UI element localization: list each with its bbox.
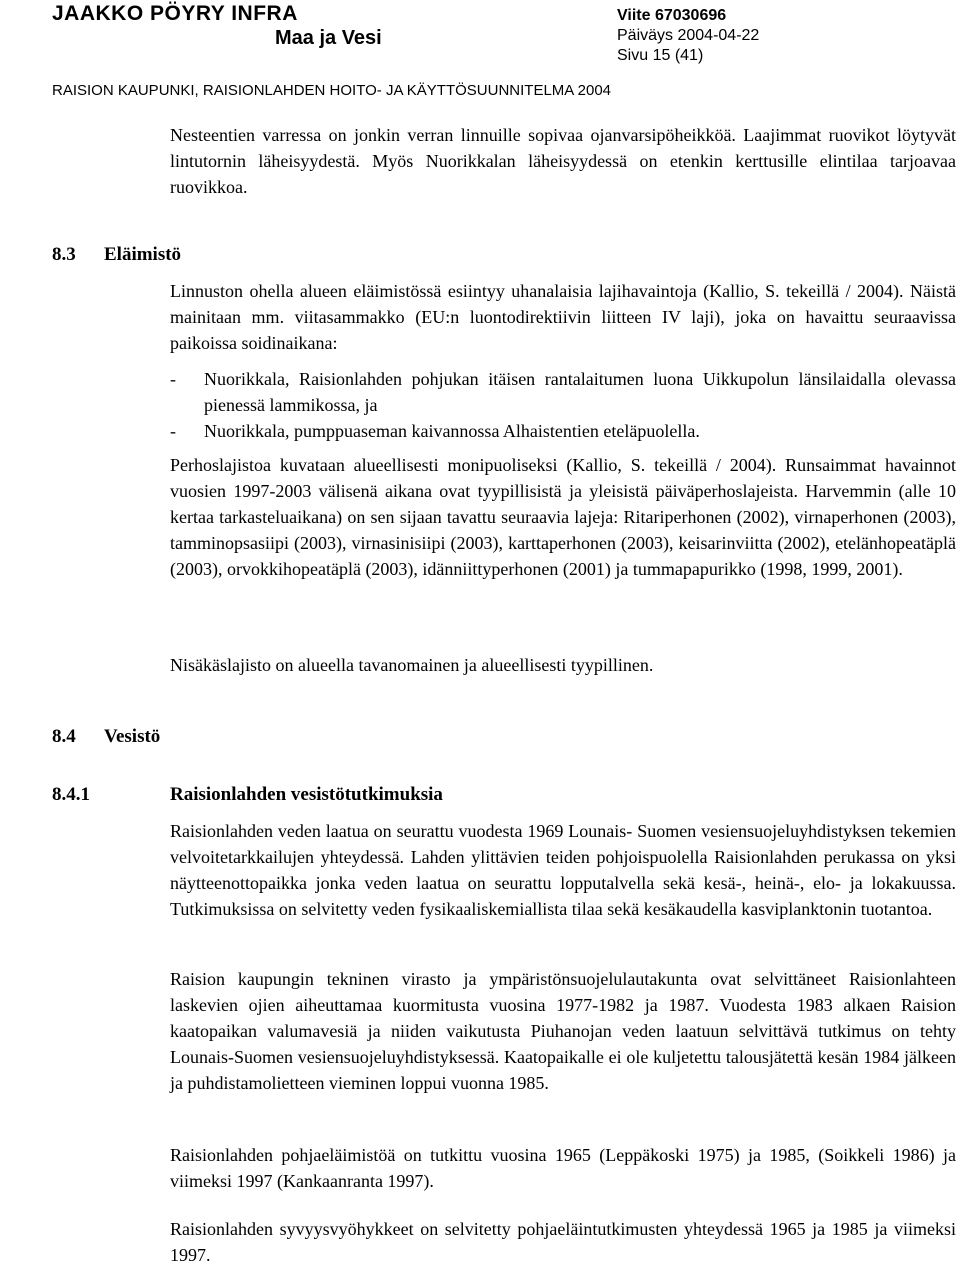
document-title: RAISION KAUPUNKI, RAISIONLAHDEN HOITO- JA KÄYTTÖSUUNNITELMA 2004 — [52, 82, 612, 99]
paragraph-water-3: Raisionlahden pohjaeläimistöä on tutkittu vuosina 1965 (Leppäkoski 1975) ja 1985, (Soikkeli 1986) ja viimeksi 1997 (Kankaanranta 1997). — [170, 1145, 956, 1191]
section-number: 8.3 — [52, 244, 76, 265]
list-dash: - — [170, 421, 176, 441]
list-item — [170, 418, 956, 444]
section-number: 8.4 — [52, 726, 76, 747]
section-heading-8-4 — [52, 724, 160, 750]
document-date: Päiväys 2004-04-22 — [617, 27, 760, 44]
section-number: 8.4.1 — [52, 784, 90, 805]
company-logo-text: JAAKKO PÖYRY INFRA — [52, 2, 298, 25]
list-item-text: Nuorikkala, pumppuaseman kaivannossa Alhaistentien eteläpuolella. — [204, 421, 700, 441]
paragraph-mammals: Nisäkäslajisto on alueella tavanomainen ja alueellisesti tyypillinen. — [170, 655, 654, 675]
location-list — [170, 366, 956, 444]
page-number: Sivu 15 (41) — [617, 47, 704, 64]
reference-number: Viite 67030696 — [617, 7, 727, 24]
section-heading-8-4-1 — [52, 782, 443, 808]
paragraph-butterflies: Perhoslajistoa kuvataan alueellisesti monipuoliseksi (Kallio, S. tekeillä / 2004). Runsaimmat havainnot vuosien 1997-2003 välisenä aikana ovat tyypillisistä ja yleisistä päiväperhoslajeista. Harvemmin (alle 10 kertaa tarkasteluaikana) on sen sijaan tavattu seuraavia lajeja: Ritariperhonen (2002), virnaperhonen (2003), tamminopsasiipi (2003), virnasinisiipi (2003), karttaperhonen (2003), keisarinviitta (2002), etelänhopeatäplä (2003), orvokkihopeatäplä (2003), idänniittyperhonen (2001) ja tummapapurikko (1998, 1999, 2001). — [170, 455, 956, 579]
list-item-text: Nuorikkala, Raisionlahden pohjukan itäisen rantalaitumen luona Uikkupolun länsilaidalla olevassa pienessä lammikossa, ja — [204, 369, 956, 415]
page-header — [0, 0, 960, 110]
company-logo-subtext: Maa ja Vesi — [275, 27, 382, 49]
section-title: Vesistö — [104, 726, 161, 747]
paragraph-water-1: Raisionlahden veden laatua on seurattu vuodesta 1969 Lounais- Suomen vesiensuojeluyhdistyksen tekemien velvoitetarkkailujen yhteydessä. Lahden ylittävien teiden pohjoispuolella Raisionlahden perukassa on yksi näytteenottopaikka jonka veden laatua on seurattu lopputalvella sekä kesä-, heinä-, elo- ja lokakuussa. Tutkimuksissa on selvitetty veden fysikaaliskemiallista tilaa sekä kesäkaudella kasviplanktonin tuotantoa. — [170, 821, 956, 919]
section-title: Raisionlahden vesistötutkimuksia — [170, 784, 443, 805]
section-title: Eläimistö — [104, 244, 182, 265]
paragraph-water-2: Raision kaupungin tekninen virasto ja ympäristönsuojelulautakunta ovat selvittäneet Raisionlahteen laskevien ojien aiheuttamaa kuormitusta vuosina 1977-1982 ja 1987. Vuodesta 1983 alkaen Raision kaatopaikan valumavesiä ja niiden vaikutusta Piuhanojan veden laatuun selvittävä tutkimus on tehty Lounais-Suomen vesiensuojeluyhdistyksessä. Kaatopaikalle ei ole kuljetettu talousjätettä kesän 1984 jälkeen ja puhdistamolietteen vieminen loppui vuonna 1985. — [170, 969, 956, 1093]
list-dash: - — [170, 369, 176, 389]
paragraph-water-4: Raisionlahden syvyysvyöhykkeet on selvitetty pohjaeläintutkimusten yhteydessä 1965 ja 1985 ja viimeksi 1997. — [170, 1219, 956, 1265]
section-heading-8-3 — [52, 242, 181, 268]
paragraph-fauna: Linnuston ohella alueen eläimistössä esiintyy uhanalaisia lajihavaintoja (Kallio, S. tekeillä / 2004). Näistä mainitaan mm. viitasammakko (EU:n luontodirektiivin liitteen IV laji), joka on havaittu seuraavissa paikoissa soidinaikana: — [170, 281, 956, 353]
paragraph-intro: Nesteentien varressa on jonkin verran linnuille sopivaa ojanvarsipöheikköä. Laajimmat ruovikot löytyvät lintutornin läheisyydestä. Myös Nuorikkalan läheisyydessä on etenkin kerttusille elintilaa tarjoavaa ruovikkoa. — [170, 125, 956, 197]
list-item — [170, 366, 956, 418]
